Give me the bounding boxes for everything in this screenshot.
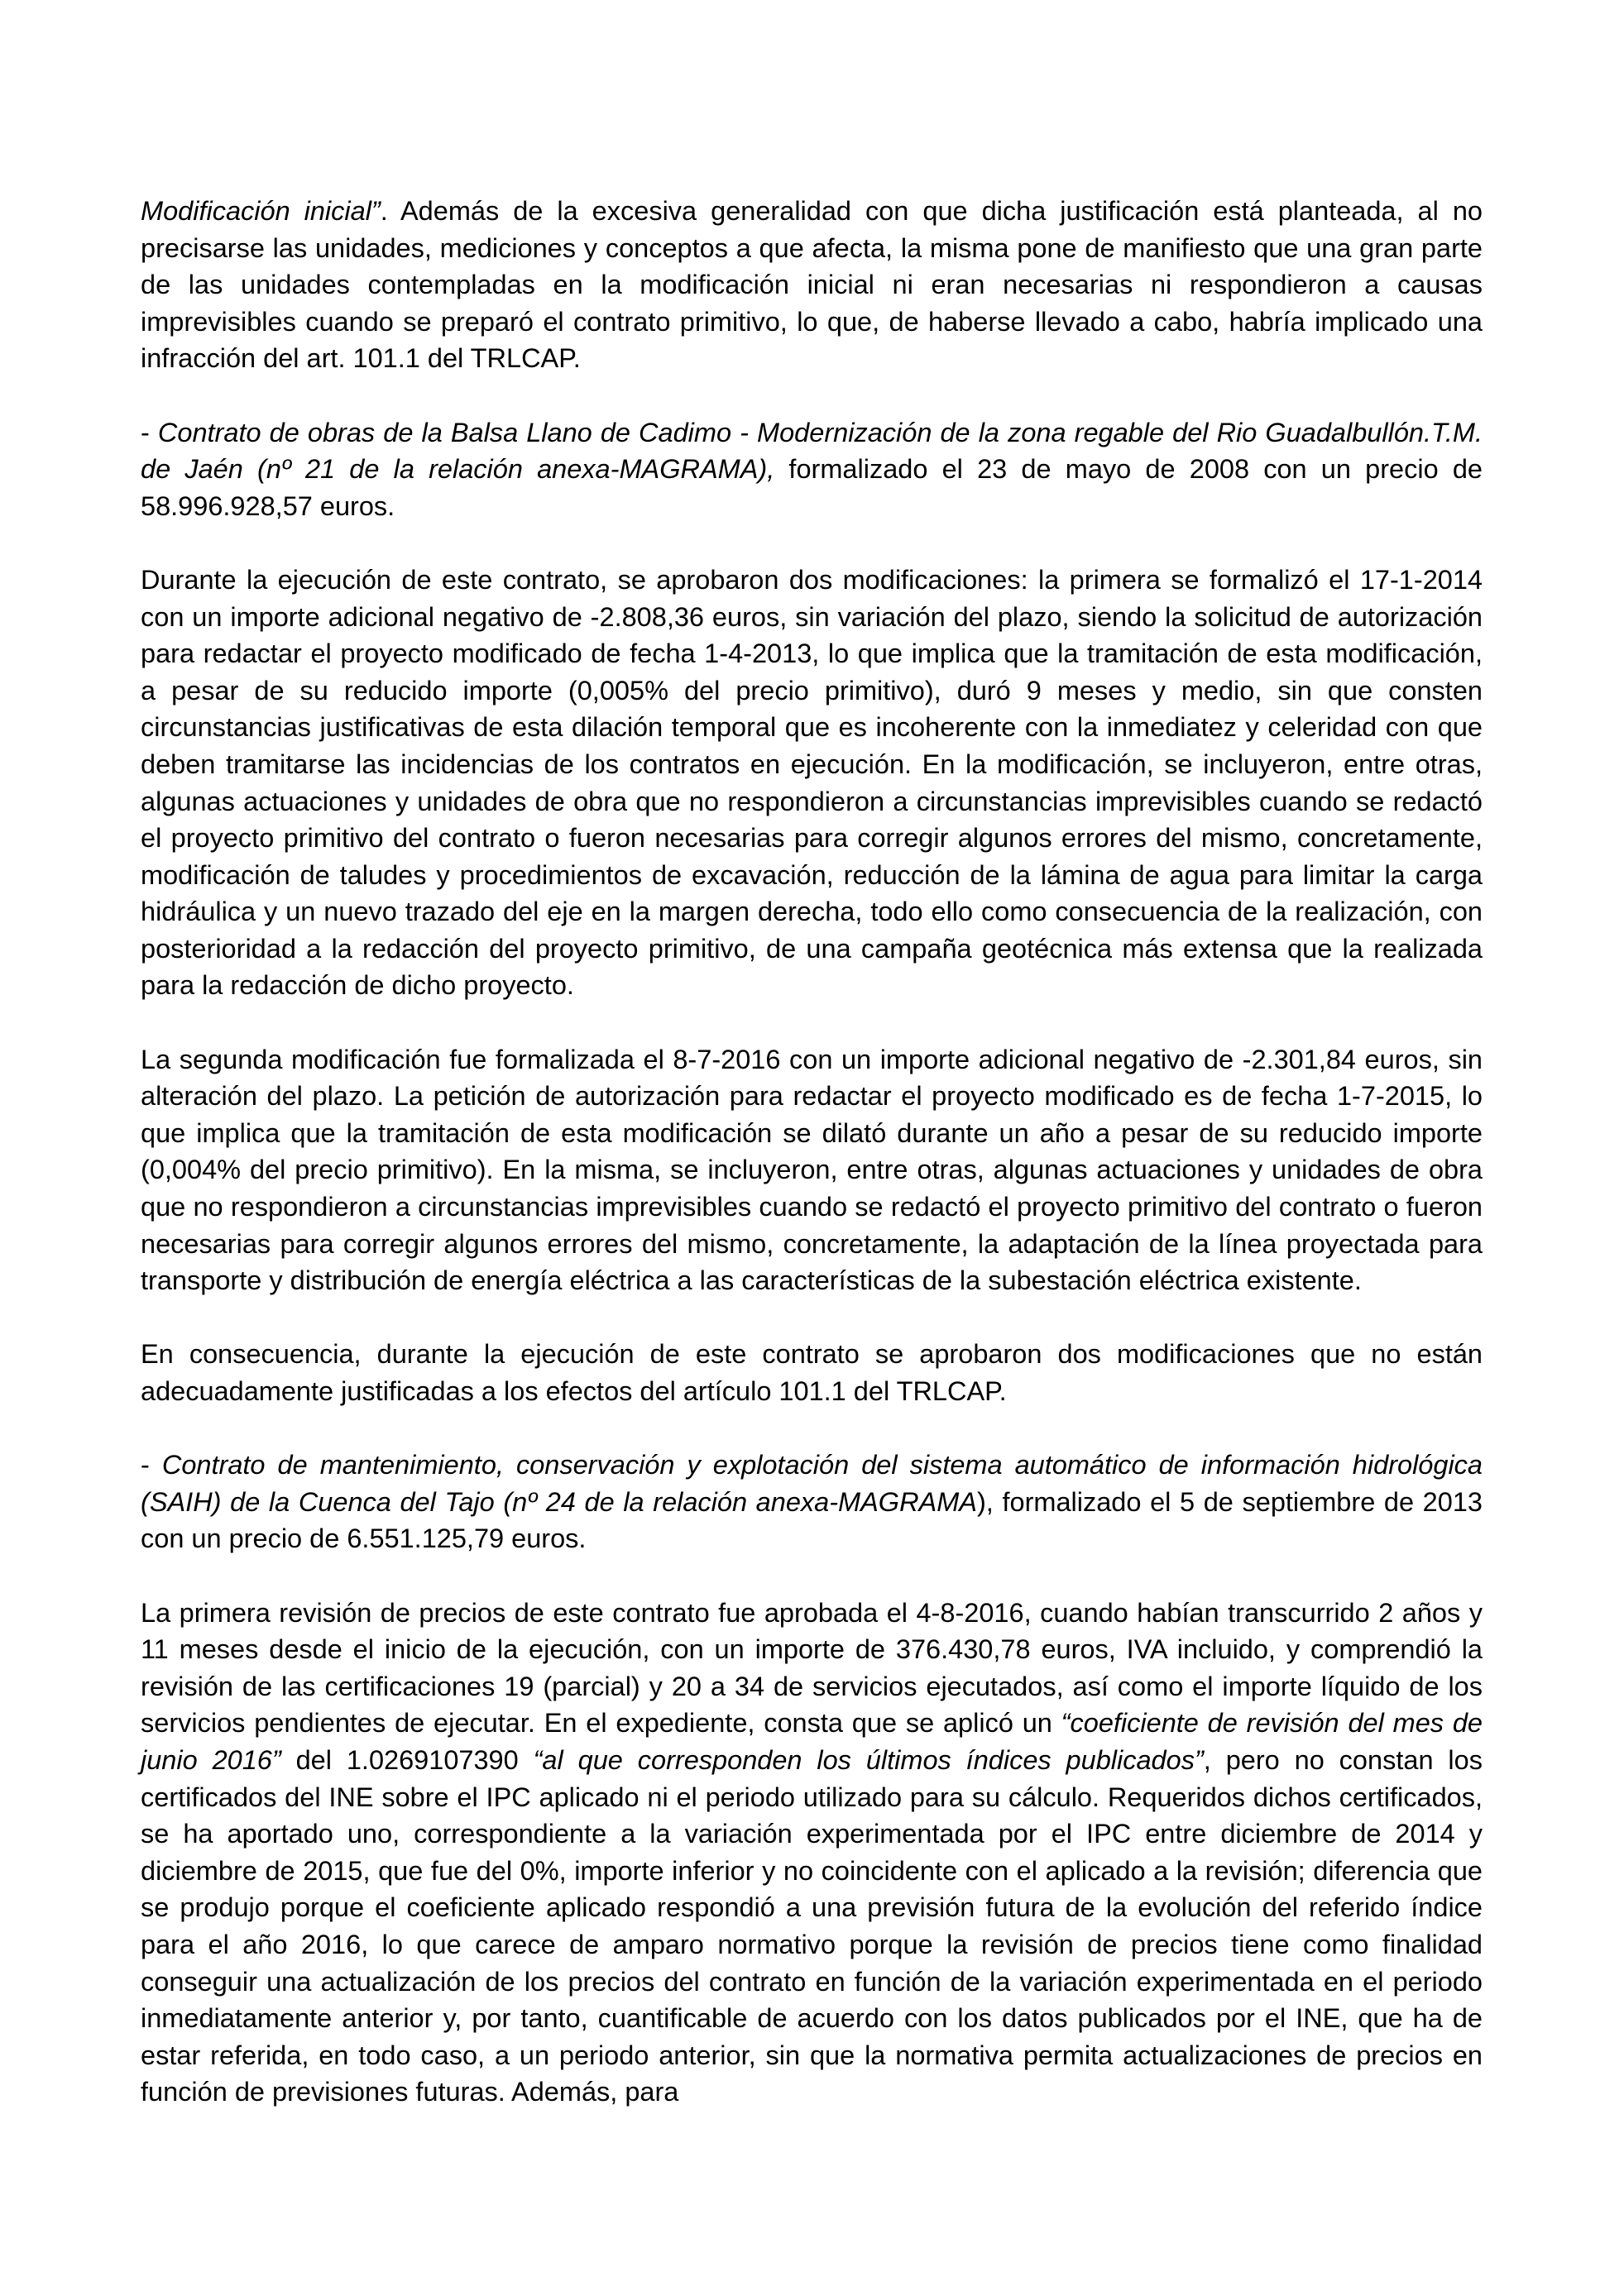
paragraph-5 [141, 1336, 1483, 1409]
text-run: formalizado el 23 de mayo de 2008 con un precio de 58.996.928,57 euros. [141, 454, 1483, 521]
text-run: . Además de la excesiva generalidad con que dicha justificación está planteada, al no precisarse las unidades, mediciones y conceptos a que afecta, la misma pone de manifiesto que una gran parte de las unidades contempladas en la modificación inicial ni eran necesarias ni respondieron a causas imprevisibles cuando se preparó el contrato primitivo, lo que, de haberse llevado a cabo, habría implicado una infracción del art. 101.1 del TRLCAP. [141, 196, 1483, 374]
paragraph-3 [141, 562, 1483, 1004]
text-run: Durante la ejecución de este contrato, se aprobaron dos modificaciones: la primera se formalizó el 17-1-2014 con un importe adicional negativo de -2.808,36 euros, sin variación del plazo, siendo la solicitud de autorización para redactar el proyecto modificado de fecha 1-4-2013, lo que implica que la tramitación de esta modificación, a pesar de su reducido importe (0,005% del precio primitivo), duró 9 meses y medio, sin que consten circunstancias justificativas de esta dilación temporal que es incoherente con la inmediatez y celeridad con que deben tramitarse las incidencias de los contratos en ejecución. En la modificación, se incluyeron, entre otras, algunas actuaciones y unidades de obra que no respondieron a circunstancias imprevisibles cuando se redactó el proyecto primitivo del contrato o fueron necesarias para corregir algunos errores del mismo, concretamente, modificación de taludes y procedimientos de excavación, reducción de la lámina de agua para limitar la carga hidráulica y un nuevo trazado del eje en la margen derecha, todo ello como consecuencia de la realización, con posterioridad a la redacción del proyecto primitivo, de una campaña geotécnica más extensa que la realizada para la redacción de dicho proyecto. [141, 564, 1483, 1001]
text-run: del 1.0269107390 [280, 1744, 534, 1775]
text-run: Contrato de obras de la Balsa Llano de Cadimo - Modernización de la zona regable del Rio Guadalbullón.T.M. de Jaén (nº 21 de la relación anexa-MAGRAMA), [141, 417, 1483, 485]
text-run: ), formalizado el 5 de septiembre de 2013 con un precio de 6.551.125,79 euros. [141, 1486, 1483, 1554]
text-run: La primera revisión de precios de este contrato fue aprobada el 4-8-2016, cuando habían transcurrido 2 años y 11 meses desde el inicio de la ejecución, con un importe de 376.430,78 euros, IVA incluido, y comprendió la revisión de las certificaciones 19 (parcial) y 20 a 34 de servicios ejecutados, así como el importe líquido de los servicios pendientes de ejecutar. En el expediente, consta que se aplicó un [141, 1597, 1483, 1739]
document-body [141, 193, 1483, 2111]
text-run: , pero no constan los certificados del INE sobre el IPC aplicado ni el periodo utilizado para su cálculo. Requeridos dichos certificados, se ha aportado uno, correspondiente a la variación experimentada por el IPC entre diciembre de 2014 y diciembre de 2015, que fue del 0%, importe inferior y no coincidente con el aplicado a la revisión; diferencia que se produjo porque el coeficiente aplicado respondió a una previsión futura de la evolución del referido índice para el año 2016, lo que carece de amparo normativo porque la revisión de precios tiene como finalidad conseguir una actualización de los precios del contrato en función de la variación experimentada en el periodo inmediatamente anterior y, por tanto, cuantificable de acuerdo con los datos publicados por el INE, que ha de estar referida, en todo caso, a un periodo anterior, sin que la normativa permita actualizaciones de precios en función de previsiones futuras. Además, para [141, 1744, 1483, 2107]
text-run: “al que corresponden los últimos índices publicados” [533, 1744, 1204, 1775]
text-run: - [141, 1450, 162, 1480]
text-run: Contrato de mantenimiento, conservación y explotación del sistema automático de información hidrológica (SAIH) de la Cuenca del Tajo (nº 24 de la relación anexa-MAGRAMA [141, 1450, 1483, 1517]
text-run: - [141, 417, 158, 447]
paragraph-7 [141, 1595, 1483, 2111]
text-run: En consecuencia, durante la ejecución de este contrato se aprobaron dos modificaciones que no están adecuadamente justificadas a los efectos del artículo 101.1 del TRLCAP. [141, 1339, 1483, 1406]
paragraph-1 [141, 193, 1483, 377]
text-run: Modificación inicial” [141, 196, 381, 226]
text-run: “coeficiente de revisión del mes de junio 2016” [141, 1708, 1483, 1775]
text-run: La segunda modificación fue formalizada el 8-7-2016 con un importe adicional negativo de -2.301,84 euros, sin alteración del plazo. La petición de autorización para redactar el proyecto modificado es de fecha 1-7-2015, lo que implica que la tramitación de esta modificación se dilató durante un año a pesar de su reducido importe (0,004% del precio primitivo). En la misma, se incluyeron, entre otras, algunas actuaciones y unidades de obra que no respondieron a circunstancias imprevisibles cuando se redactó el proyecto primitivo del contrato o fueron necesarias para corregir algunos errores del mismo, concretamente, la adaptación de la línea proyectada para transporte y distribución de energía eléctrica a las características de la subestación eléctrica existente. [141, 1044, 1483, 1296]
paragraph-4 [141, 1041, 1483, 1299]
paragraph-2 [141, 414, 1483, 525]
paragraph-6 [141, 1447, 1483, 1557]
